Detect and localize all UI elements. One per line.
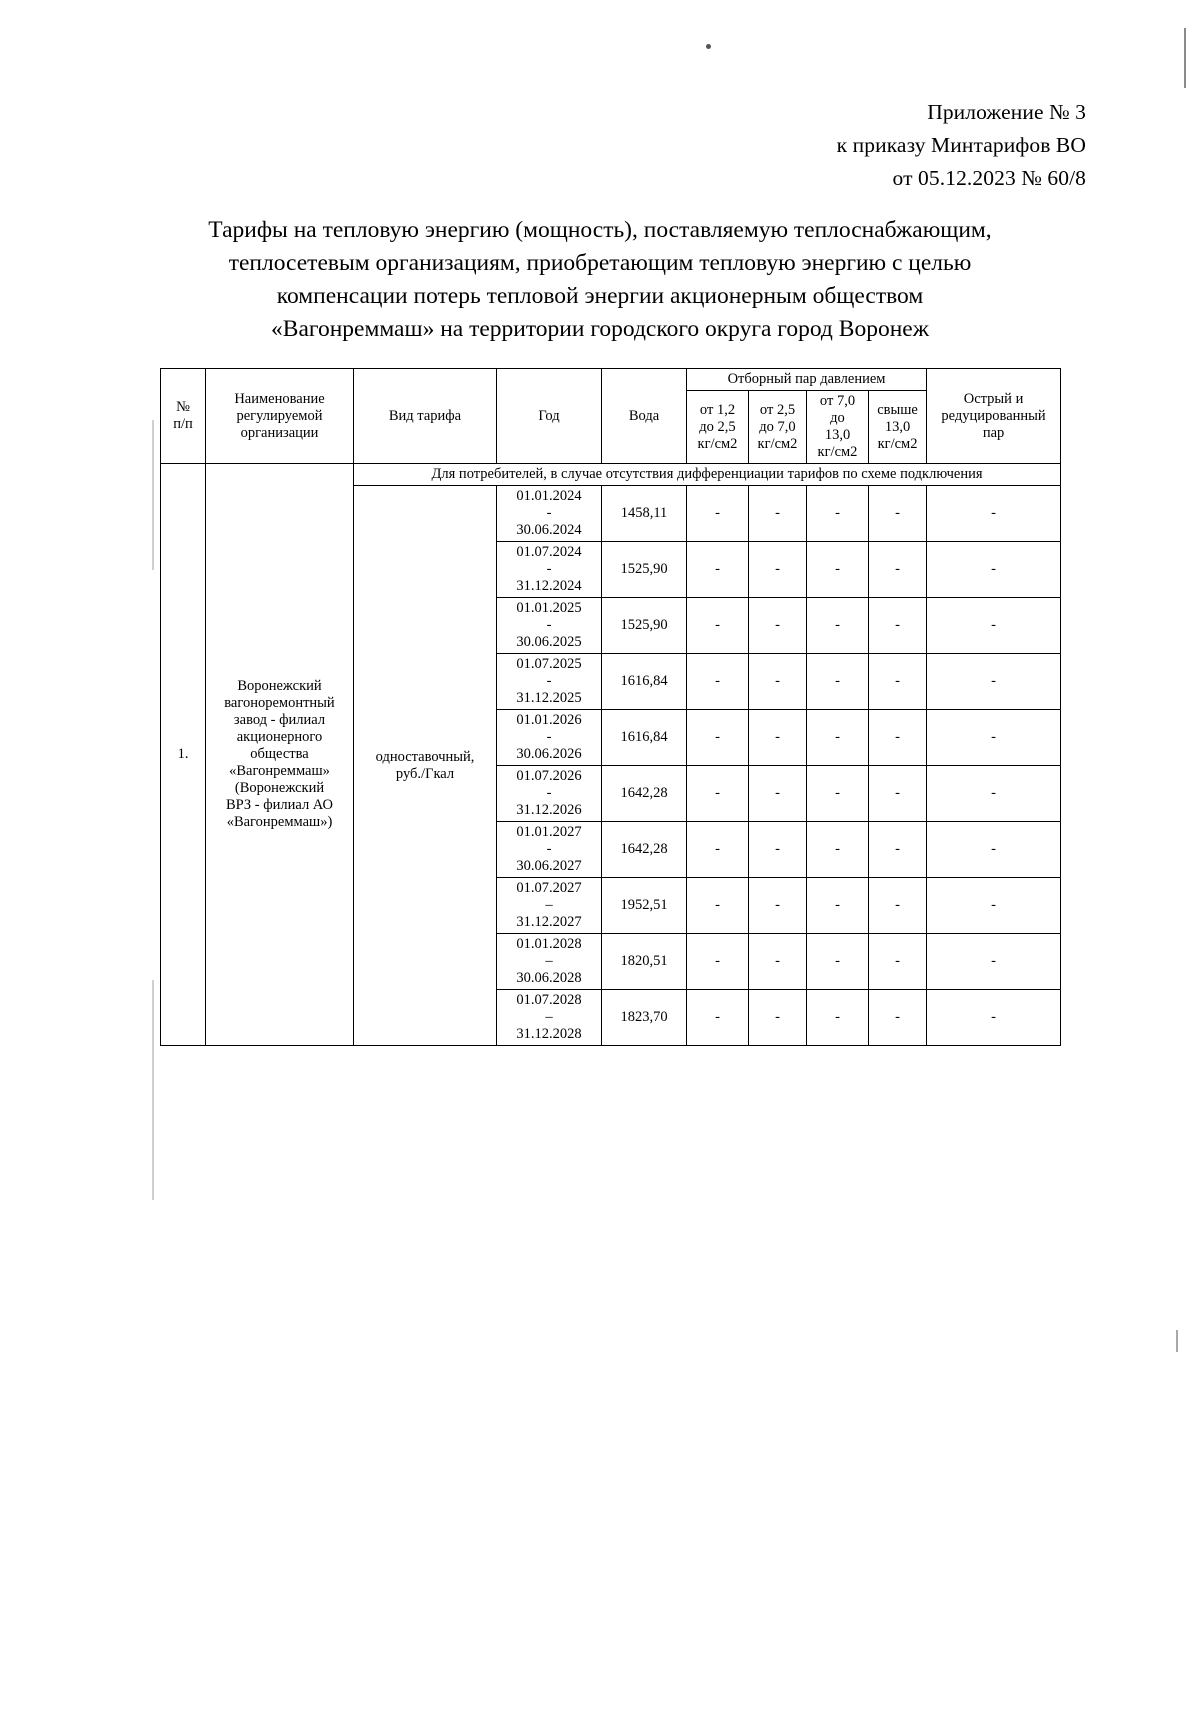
pressure-3-value: - bbox=[807, 654, 869, 710]
pressure-2-value: - bbox=[749, 822, 807, 878]
column-header-organization-line-1: Наименование bbox=[234, 390, 325, 407]
column-header-pressure-4-line-1: свыше bbox=[877, 401, 918, 418]
organization-name-line-9: «Вагонреммаш») bbox=[226, 814, 333, 830]
pressure-3-value: - bbox=[807, 766, 869, 822]
period-end: 30.06.2026 bbox=[516, 746, 582, 762]
period-end: 30.06.2028 bbox=[516, 970, 582, 986]
sharp-steam-value: - bbox=[927, 598, 1061, 654]
organization-name-line-4: акционерного bbox=[236, 729, 323, 745]
period-start: 01.07.2028 bbox=[516, 992, 582, 1008]
column-header-number-line-2: п/п bbox=[173, 416, 193, 432]
pressure-3-value: - bbox=[807, 598, 869, 654]
pressure-1-value: - bbox=[687, 542, 749, 598]
document-reference-header bbox=[837, 96, 1086, 195]
table-note-row bbox=[161, 464, 1061, 486]
table-note-text: Для потребителей, в случае отсутствия дифференциации тарифов по схеме подключения bbox=[354, 464, 1061, 486]
column-header-pressure-3-line-2: до bbox=[830, 410, 845, 426]
period-end: 31.12.2028 bbox=[516, 1026, 582, 1042]
pressure-4-value: - bbox=[869, 878, 927, 934]
period-separator: - bbox=[546, 505, 552, 521]
period-start: 01.07.2026 bbox=[516, 768, 582, 784]
column-header-tariff-kind: Вид тарифа bbox=[354, 369, 497, 464]
table-header bbox=[161, 369, 1061, 464]
period-start: 01.07.2024 bbox=[516, 544, 582, 560]
organization-name-line-5: общества bbox=[250, 746, 309, 762]
sharp-steam-value: - bbox=[927, 822, 1061, 878]
column-header-pressure-4-line-2: 13,0 bbox=[884, 418, 911, 435]
tariff-table bbox=[160, 368, 1061, 1046]
pressure-1-value: - bbox=[687, 486, 749, 542]
period-start: 01.07.2027 bbox=[516, 880, 582, 896]
pressure-1-value: - bbox=[687, 878, 749, 934]
scan-artifact-edge bbox=[152, 420, 154, 570]
column-header-sharp-steam-line-1: Острый и bbox=[963, 390, 1024, 407]
period-end: 31.12.2027 bbox=[516, 914, 582, 930]
pressure-2-value: - bbox=[749, 598, 807, 654]
tariff-kind-line-2: руб./Гкал bbox=[395, 765, 455, 782]
period-cell bbox=[497, 934, 602, 990]
water-value: 1616,84 bbox=[602, 710, 687, 766]
organization-name-line-3: завод - филиал bbox=[233, 712, 326, 728]
period-start: 01.01.2027 bbox=[516, 824, 582, 840]
sharp-steam-value: - bbox=[927, 766, 1061, 822]
period-separator: - bbox=[546, 561, 552, 577]
column-header-year: Год bbox=[497, 369, 602, 464]
column-header-pressure-3-line-3: 13,0 bbox=[824, 427, 851, 443]
page-title bbox=[140, 214, 1060, 346]
tariff-kind-cell bbox=[354, 486, 497, 1046]
period-separator: - bbox=[546, 841, 552, 857]
period-cell bbox=[497, 878, 602, 934]
pressure-1-value: - bbox=[687, 598, 749, 654]
period-cell bbox=[497, 654, 602, 710]
sharp-steam-value: - bbox=[927, 486, 1061, 542]
column-header-pressure-4-line-3: кг/см2 bbox=[877, 435, 918, 452]
period-cell bbox=[497, 486, 602, 542]
period-separator: – bbox=[545, 1009, 553, 1025]
order-authority: к приказу Минтарифов ВО bbox=[836, 133, 1086, 157]
pressure-3-value: - bbox=[807, 990, 869, 1046]
period-cell bbox=[497, 822, 602, 878]
pressure-4-value: - bbox=[869, 654, 927, 710]
pressure-1-value: - bbox=[687, 710, 749, 766]
column-header-pressure-1-line-3: кг/см2 bbox=[697, 435, 738, 452]
water-value: 1525,90 bbox=[602, 542, 687, 598]
column-header-sharp-steam-line-2: редуцированный bbox=[941, 407, 1046, 424]
pressure-4-value: - bbox=[869, 542, 927, 598]
organization-name-line-8: ВРЗ - филиал АО bbox=[225, 797, 334, 813]
table-body bbox=[161, 464, 1061, 1046]
period-separator: - bbox=[546, 729, 552, 745]
pressure-3-value: - bbox=[807, 934, 869, 990]
column-header-steam-group: Отборный пар давлением bbox=[687, 369, 927, 391]
water-value: 1823,70 bbox=[602, 990, 687, 1046]
table-header-row-group bbox=[161, 369, 1061, 391]
period-start: 01.01.2025 bbox=[516, 600, 582, 616]
pressure-4-value: - bbox=[869, 486, 927, 542]
column-header-pressure-1-line-1: от 1,2 bbox=[699, 401, 736, 418]
sharp-steam-value: - bbox=[927, 654, 1061, 710]
column-header-water: Вода bbox=[602, 369, 687, 464]
pressure-1-value: - bbox=[687, 990, 749, 1046]
water-value: 1952,51 bbox=[602, 878, 687, 934]
pressure-1-value: - bbox=[687, 766, 749, 822]
page-title-line-2: теплосетевым организациям, приобретающим тепловую энергию с целью bbox=[228, 250, 972, 276]
pressure-2-value: - bbox=[749, 766, 807, 822]
sharp-steam-value: - bbox=[927, 934, 1061, 990]
order-date-number: от 05.12.2023 № 60/8 bbox=[892, 166, 1086, 190]
pressure-2-value: - bbox=[749, 878, 807, 934]
period-end: 31.12.2024 bbox=[516, 578, 582, 594]
pressure-2-value: - bbox=[749, 542, 807, 598]
period-end: 31.12.2026 bbox=[516, 802, 582, 818]
period-cell bbox=[497, 542, 602, 598]
scan-artifact-edge bbox=[1176, 1330, 1178, 1352]
water-value: 1525,90 bbox=[602, 598, 687, 654]
pressure-2-value: - bbox=[749, 486, 807, 542]
sharp-steam-value: - bbox=[927, 710, 1061, 766]
pressure-1-value: - bbox=[687, 654, 749, 710]
column-header-organization-line-3: организации bbox=[240, 424, 319, 441]
column-header-pressure-2 bbox=[749, 391, 807, 464]
pressure-3-value: - bbox=[807, 542, 869, 598]
period-separator: – bbox=[545, 897, 553, 913]
water-value: 1642,28 bbox=[602, 822, 687, 878]
water-value: 1616,84 bbox=[602, 654, 687, 710]
column-header-pressure-3-line-4: кг/см2 bbox=[817, 444, 858, 460]
appendix-number: Приложение № 3 bbox=[927, 100, 1086, 124]
period-separator: – bbox=[545, 953, 553, 969]
organization-name-cell bbox=[206, 464, 354, 1046]
pressure-4-value: - bbox=[869, 598, 927, 654]
column-header-pressure-2-line-2: до 7,0 bbox=[759, 418, 796, 435]
page-title-line-1: Тарифы на тепловую энергию (мощность), поставляемую теплоснабжающим, bbox=[208, 217, 992, 243]
pressure-2-value: - bbox=[749, 654, 807, 710]
sharp-steam-value: - bbox=[927, 990, 1061, 1046]
column-header-pressure-2-line-1: от 2,5 bbox=[759, 401, 796, 418]
page-title-line-3: компенсации потерь тепловой энергии акционерным обществом bbox=[276, 283, 924, 309]
column-header-number-line-1: № bbox=[176, 399, 190, 415]
pressure-2-value: - bbox=[749, 990, 807, 1046]
row-number-cell: 1. bbox=[161, 464, 206, 1046]
pressure-4-value: - bbox=[869, 990, 927, 1046]
period-cell bbox=[497, 710, 602, 766]
period-cell bbox=[497, 766, 602, 822]
water-value: 1820,51 bbox=[602, 934, 687, 990]
period-start: 01.01.2028 bbox=[516, 936, 582, 952]
sharp-steam-value: - bbox=[927, 878, 1061, 934]
column-header-organization-line-2: регулируемой bbox=[236, 407, 323, 424]
scan-artifact-edge bbox=[1184, 28, 1186, 88]
scan-artifact-dot bbox=[706, 44, 711, 49]
period-start: 01.07.2025 bbox=[516, 656, 582, 672]
tariff-kind-line-1: одноставочный, bbox=[375, 748, 475, 765]
column-header-sharp-steam-line-3: пар bbox=[982, 424, 1005, 441]
column-header-pressure-2-line-3: кг/см2 bbox=[757, 435, 798, 452]
column-header-sharp-steam bbox=[927, 369, 1061, 464]
pressure-4-value: - bbox=[869, 822, 927, 878]
sharp-steam-value: - bbox=[927, 542, 1061, 598]
organization-name-line-2: вагоноремонтный bbox=[224, 695, 335, 711]
pressure-4-value: - bbox=[869, 766, 927, 822]
pressure-3-value: - bbox=[807, 710, 869, 766]
column-header-pressure-4 bbox=[869, 391, 927, 464]
column-header-pressure-3-line-1: от 7,0 bbox=[819, 393, 856, 409]
period-cell bbox=[497, 598, 602, 654]
scan-artifact-edge bbox=[152, 980, 154, 1200]
pressure-3-value: - bbox=[807, 822, 869, 878]
pressure-1-value: - bbox=[687, 822, 749, 878]
organization-name-line-1: Воронежский bbox=[237, 678, 322, 694]
organization-name-line-7: (Воронежский bbox=[234, 780, 325, 796]
organization-name-line-6: «Вагонреммаш» bbox=[229, 763, 330, 779]
column-header-pressure-1-line-2: до 2,5 bbox=[699, 418, 736, 435]
period-end: 30.06.2024 bbox=[516, 522, 582, 538]
water-value: 1458,11 bbox=[602, 486, 687, 542]
pressure-1-value: - bbox=[687, 934, 749, 990]
pressure-4-value: - bbox=[869, 710, 927, 766]
column-header-pressure-1 bbox=[687, 391, 749, 464]
period-separator: - bbox=[546, 785, 552, 801]
pressure-3-value: - bbox=[807, 878, 869, 934]
column-header-pressure-3 bbox=[807, 391, 869, 464]
pressure-2-value: - bbox=[749, 934, 807, 990]
column-header-number bbox=[161, 369, 206, 464]
period-separator: - bbox=[546, 617, 552, 633]
period-cell bbox=[497, 990, 602, 1046]
period-end: 30.06.2025 bbox=[516, 634, 582, 650]
pressure-4-value: - bbox=[869, 934, 927, 990]
period-end: 30.06.2027 bbox=[516, 858, 582, 874]
period-start: 01.01.2024 bbox=[516, 488, 582, 504]
pressure-2-value: - bbox=[749, 710, 807, 766]
water-value: 1642,28 bbox=[602, 766, 687, 822]
period-start: 01.01.2026 bbox=[516, 712, 582, 728]
period-separator: - bbox=[546, 673, 552, 689]
period-end: 31.12.2025 bbox=[516, 690, 582, 706]
page-title-line-4: «Вагонреммаш» на территории городского округа город Воронеж bbox=[271, 316, 929, 342]
pressure-3-value: - bbox=[807, 486, 869, 542]
column-header-organization bbox=[206, 369, 354, 464]
